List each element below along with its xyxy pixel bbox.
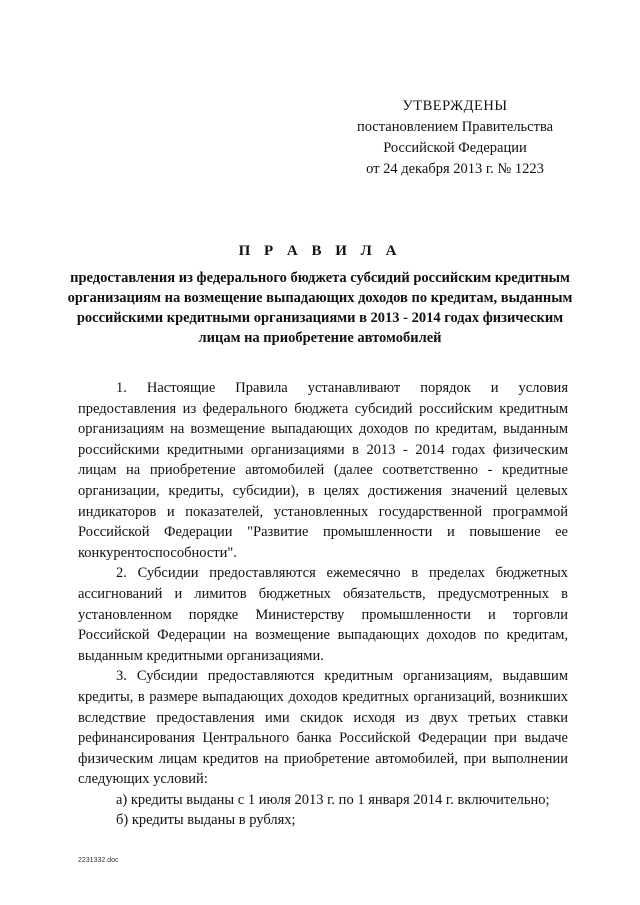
paragraph-3: 3. Субсидии предоставляются кредитным организациям, выдавшим кредиты, в размере выпадающих доходов кредитных организаций, возникших вследствие предоставления ими скидок исходя из двух третьих ставки рефинансирования Центрального банка Российской Федерации при выдаче физическим лицам кредитов на приобретение автомобилей, при выполнении следующих условий: xyxy=(78,668,568,788)
paragraph-1: 1. Настоящие Правила устанавливают порядок и условия предоставления из федерального бюджета субсидий российским кредитным организациям на возмещение выпадающих доходов по кредитам, выданным российскими кредитными организациями в 2013 - 2014 годах физическим лицам на приобретение автомобилей (далее соответственно - кредитные организации, кредиты, субсидии), в целях достижения значений целевых индикаторов и показателей, установленных государственной программой Российской Федерации "Развитие промышленности и повышение ее конкурентоспособности". xyxy=(78,380,568,561)
document-title-block xyxy=(60,243,580,348)
paragraph-item-b: б) кредиты выданы в рублях; xyxy=(116,812,296,829)
document-body xyxy=(78,378,568,831)
approval-line-2: Российской Федерации xyxy=(383,140,527,156)
approval-line-1: постановлением Правительства xyxy=(356,119,554,135)
document-subtitle: предоставления из федерального бюджета субсидий российским кредитным организациям на возмещение выпадающих доходов по кредитам, выданным российскими кредитными организациями в 2013 - 2014 годах физическим лицам на приобретение автомобилей xyxy=(67,270,573,346)
approval-line-3: от 24 декабря 2013 г. № 1223 xyxy=(366,161,544,177)
paragraph-2: 2. Субсидии предоставляются ежемесячно в пределах бюджетных ассигнований и лимитов бюджетных обязательств, предусмотренных в установленном порядке Министерству промышленности и торговли Российской Федерации на возмещение выпадающих доходов по кредитам, выданным кредитными организациями. xyxy=(78,565,568,664)
file-name-footer: 2231332.doc xyxy=(78,857,119,864)
paragraph-item-a: а) кредиты выданы с 1 июля 2013 г. по 1 января 2014 г. включительно; xyxy=(116,791,550,808)
approval-stamp xyxy=(340,96,570,180)
approval-heading: УТВЕРЖДЕНЫ xyxy=(402,98,508,114)
document-title: П Р А В И Л А xyxy=(238,243,402,259)
